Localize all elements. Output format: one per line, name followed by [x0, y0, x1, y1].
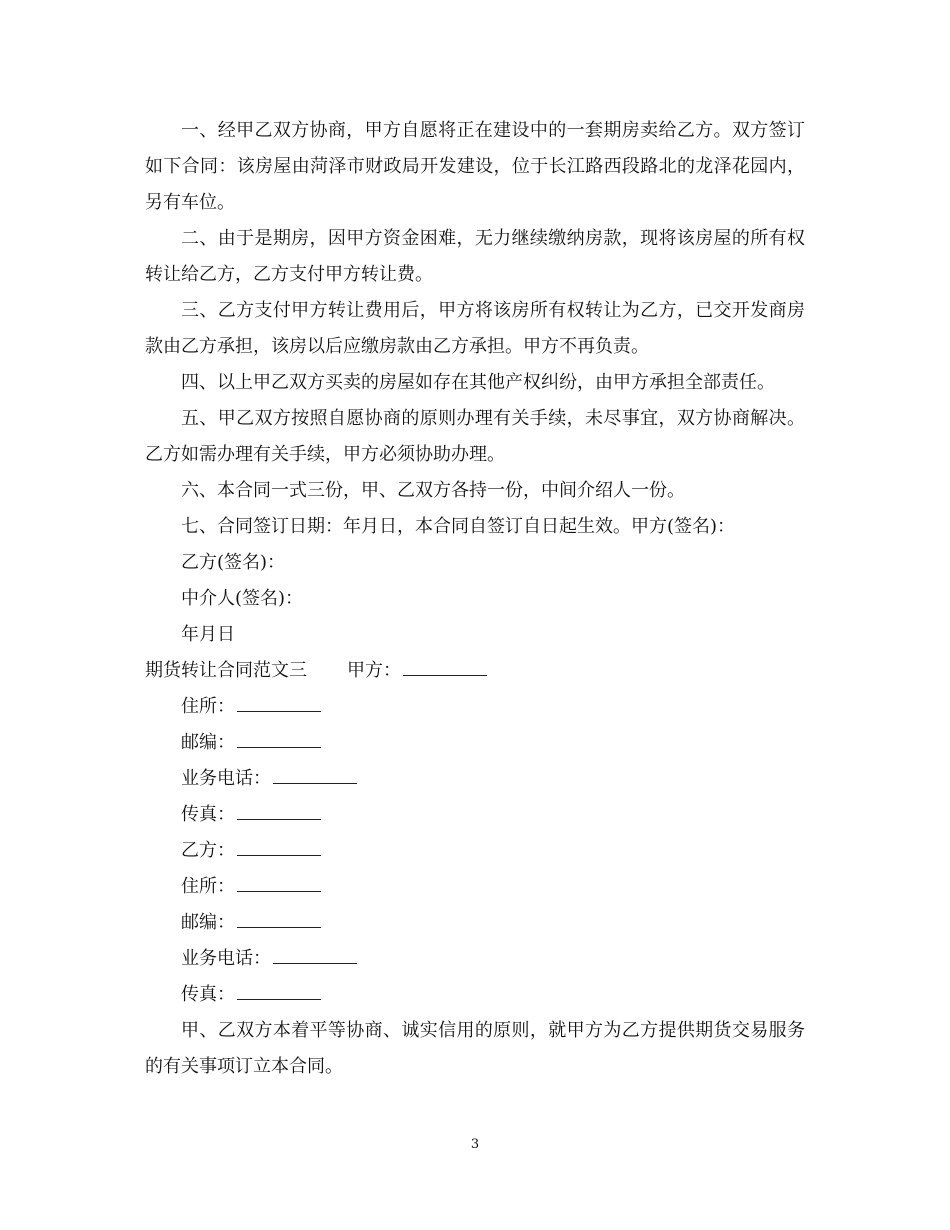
party-a-postcode-blank — [237, 729, 321, 748]
clause-1: 一、经甲乙双方协商，甲方自愿将正在建设中的一套期房卖给乙方。双方签订如下合同：该房屋由菏泽市财政局开发建设，位于长江路西段路北的龙泽花园内，另有车位。 — [145, 120, 805, 213]
agent-signature: 中介人(签名)： — [181, 588, 304, 609]
clause-2: 二、由于是期房，因甲方资金困难，无力继续缴纳房款，现将该房屋的所有权转让给乙方，乙方支付甲方转让费。 — [145, 228, 805, 285]
party-b-phone-line — [145, 941, 805, 977]
section-title-line — [145, 653, 805, 689]
clause-5: 五、甲乙双方按照自愿协商的原则办理有关手续，未尽事宜，双方协商解决。乙方如需办理有关手续，甲方必须协助办理。 — [145, 408, 805, 465]
party-b-address-label: 住所： — [181, 876, 235, 897]
party-a-fax-line — [145, 797, 805, 833]
clause-6: 六、本合同一式三份，甲、乙双方各持一份，中间介绍人一份。 — [181, 480, 685, 501]
party-a-fax-blank — [237, 801, 321, 820]
party-a-address-blank — [237, 693, 321, 712]
party-a-phone-blank — [273, 765, 357, 784]
signature-date: 年月日 — [181, 624, 235, 645]
party-a-address-label: 住所： — [181, 696, 235, 717]
party-b-blank — [237, 837, 321, 856]
party-a-blank — [403, 657, 487, 676]
document-body — [145, 113, 805, 1085]
party-a-phone-line — [145, 761, 805, 797]
party-a-postcode-label: 邮编： — [181, 732, 235, 753]
party-b-phone-blank — [273, 945, 357, 964]
party-b-postcode-label: 邮编： — [181, 912, 235, 933]
party-a-fax-label: 传真： — [181, 804, 235, 825]
party-a-label: 甲方： — [347, 660, 401, 681]
party-a-postcode-line — [145, 725, 805, 761]
closing-paragraph: 甲、乙双方本着平等协商、诚实信用的原则，就甲方为乙方提供期货交易服务的有关事项订立本合同。 — [145, 1020, 805, 1077]
party-b-phone-label: 业务电话： — [181, 948, 271, 969]
party-b-label: 乙方： — [181, 840, 235, 861]
party-b-line — [145, 833, 805, 869]
party-a-address-line — [145, 689, 805, 725]
section-title: 期货转让合同范文三 — [145, 660, 307, 681]
clause-7: 七、合同签订日期：年月日，本合同自签订自日起生效。甲方(签名)： — [181, 516, 736, 537]
clause-3: 三、乙方支付甲方转让费用后，甲方将该房所有权转让为乙方，已交开发商房款由乙方承担，该房以后应缴房款由乙方承担。甲方不再负责。 — [145, 300, 805, 357]
page-number: 3 — [470, 1137, 480, 1152]
party-b-address-blank — [237, 873, 321, 892]
party-b-address-line — [145, 869, 805, 905]
party-b-postcode-line — [145, 905, 805, 941]
party-a-phone-label: 业务电话： — [181, 768, 271, 789]
party-b-fax-line — [145, 977, 805, 1013]
party-b-fax-label: 传真： — [181, 984, 235, 1005]
party-b-signature: 乙方(签名)： — [181, 552, 286, 573]
party-b-fax-blank — [237, 981, 321, 1000]
party-b-postcode-blank — [237, 909, 321, 928]
clause-4: 四、以上甲乙双方买卖的房屋如存在其他产权纠纷，由甲方承担全部责任。 — [181, 372, 775, 393]
